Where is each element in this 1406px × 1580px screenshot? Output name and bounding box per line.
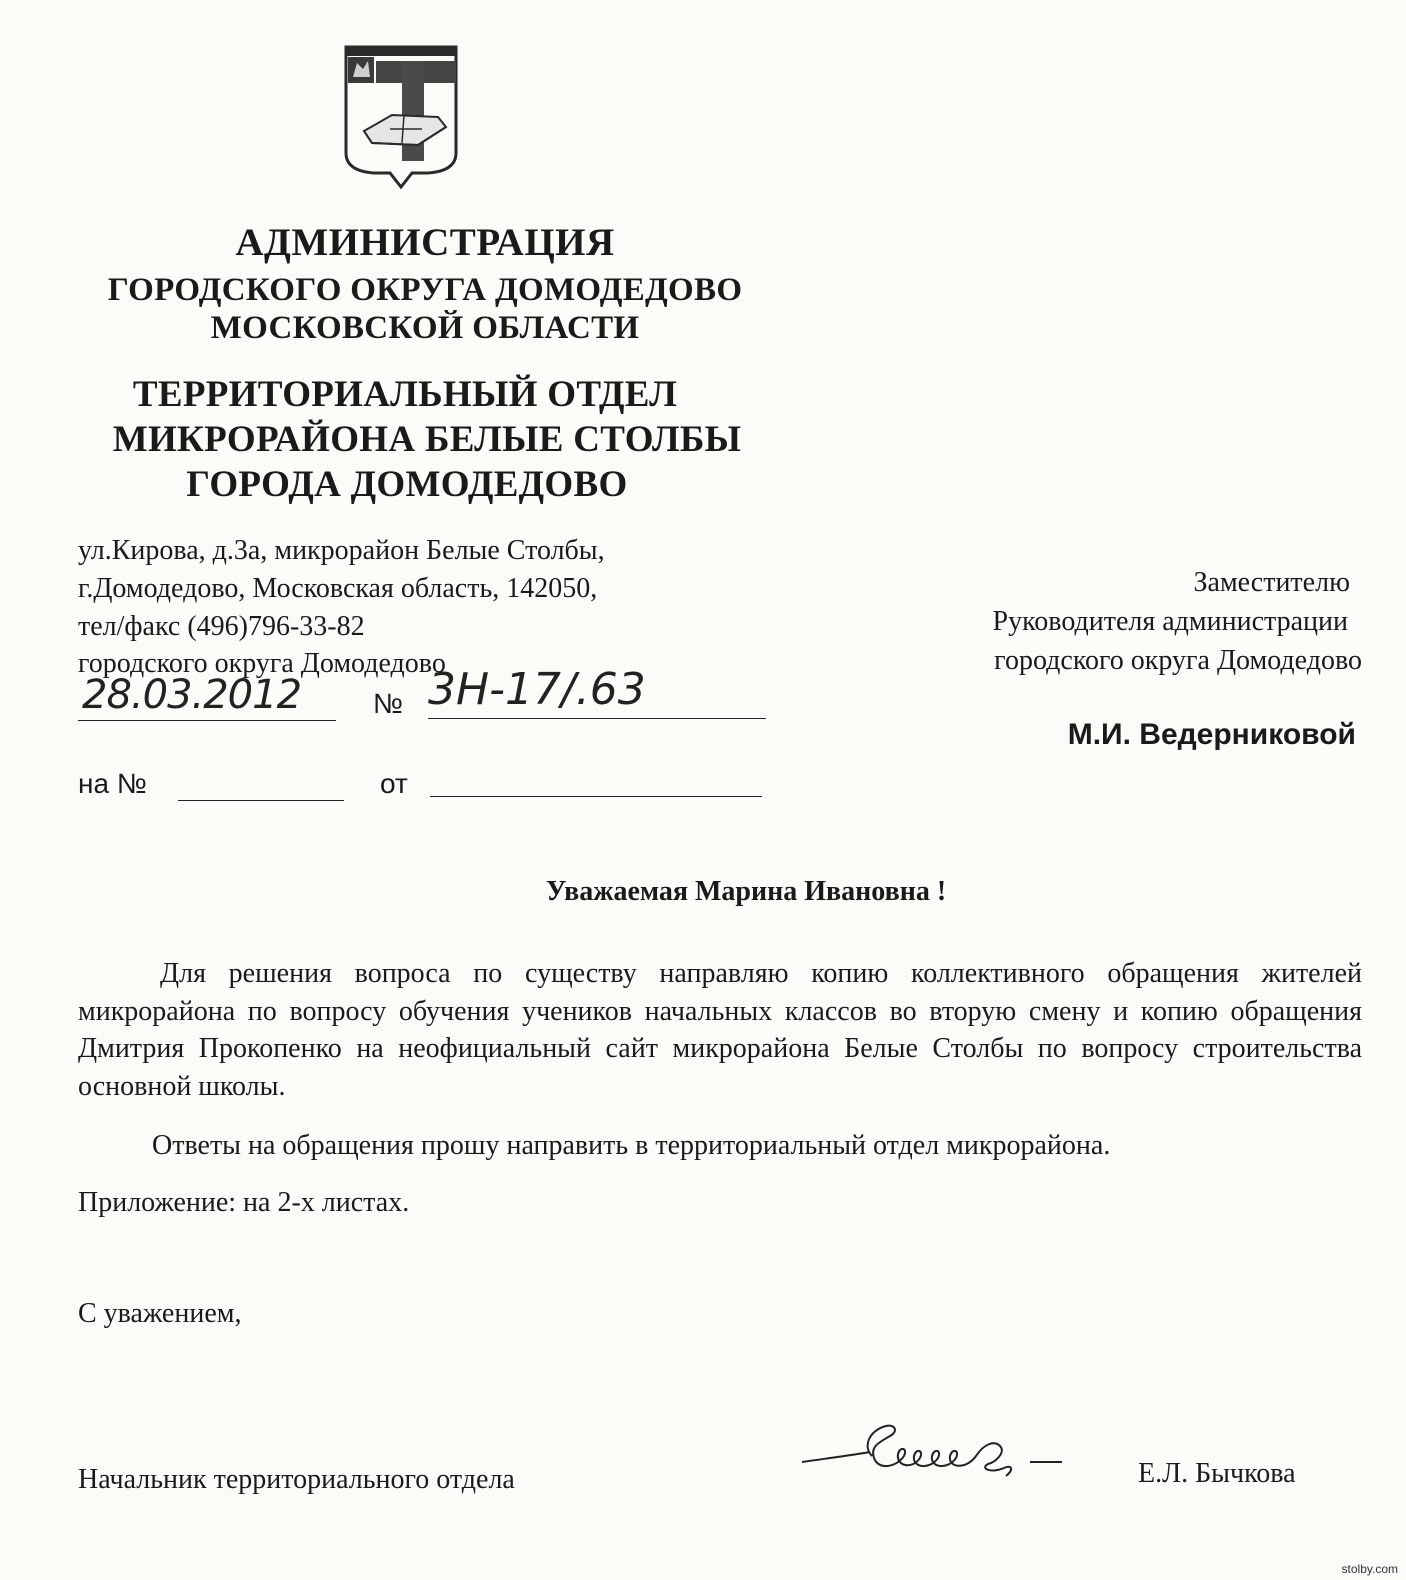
dept-title-1: ТЕРРИТОРИАЛЬНЫЙ ОТДЕЛ — [132, 374, 678, 415]
recipient-line-2: Руководителя администрации — [992, 606, 1348, 637]
closing: С уважением, — [78, 1298, 242, 1329]
salutation: Уважаемая Марина Ивановна ! — [545, 876, 947, 907]
address-line-4: городского округа Домодедово — [78, 648, 446, 679]
reply-date-blank — [430, 796, 762, 797]
reply-number-blank — [178, 800, 344, 801]
admin-subtitle-district: ГОРОДСКОГО ОКРУГА ДОМОДЕДОВО — [107, 272, 743, 308]
signer-position: Начальник территориального отдела — [78, 1464, 515, 1495]
paragraph-2: Ответы на обращения прошу направить в территориальный отдел микрорайона. — [152, 1130, 1111, 1161]
reply-number-label: на № — [78, 768, 147, 799]
handwritten-number: 3Н-17/.63 — [428, 664, 646, 715]
coat-of-arms-emblem — [342, 45, 460, 191]
number-underline — [428, 718, 766, 719]
address-line-2: г.Домодедово, Московская область, 142050, — [78, 573, 598, 604]
reply-date-label: от — [380, 768, 408, 799]
admin-subtitle-region: МОСКОВСКОЙ ОБЛАСТИ — [210, 310, 640, 346]
number-label: № — [373, 688, 404, 719]
recipient-line-1: Заместителю — [1193, 567, 1350, 598]
handwritten-date: 28.03.2012 — [82, 672, 302, 718]
address-line-1: ул.Кирова, д.3а, микрорайон Белые Столбы, — [78, 535, 605, 566]
dept-title-3: ГОРОДА ДОМОДЕДОВО — [186, 464, 628, 505]
admin-title: АДМИНИСТРАЦИЯ — [235, 221, 615, 264]
paragraph-1: Для решения вопроса по существу направляю копию коллективного обращения жителей микрорайона по вопросу обучения учеников начальных классов во вторую смену и копию обращения Дмитрия Прокопенко на неофициальный сайт микрорайона Белые Столбы по вопросу строительства основной школы. — [78, 958, 1362, 1102]
attachment-note: Приложение: на 2-х листах. — [78, 1187, 410, 1218]
address-phone: тел/факс (496)796-33-82 — [78, 611, 365, 642]
recipient-line-3: городского округа Домодедово — [994, 645, 1362, 676]
site-watermark: stolby.com — [1341, 1562, 1398, 1576]
date-underline — [78, 720, 336, 721]
dept-title-2: МИКРОРАЙОНА БЕЛЫЕ СТОЛБЫ — [112, 419, 742, 460]
letter-body — [78, 955, 1362, 1105]
handwritten-signature — [800, 1412, 1070, 1490]
signer-name: Е.Л. Бычкова — [1138, 1458, 1296, 1489]
recipient-name: М.И. Ведерниковой — [1067, 718, 1356, 751]
